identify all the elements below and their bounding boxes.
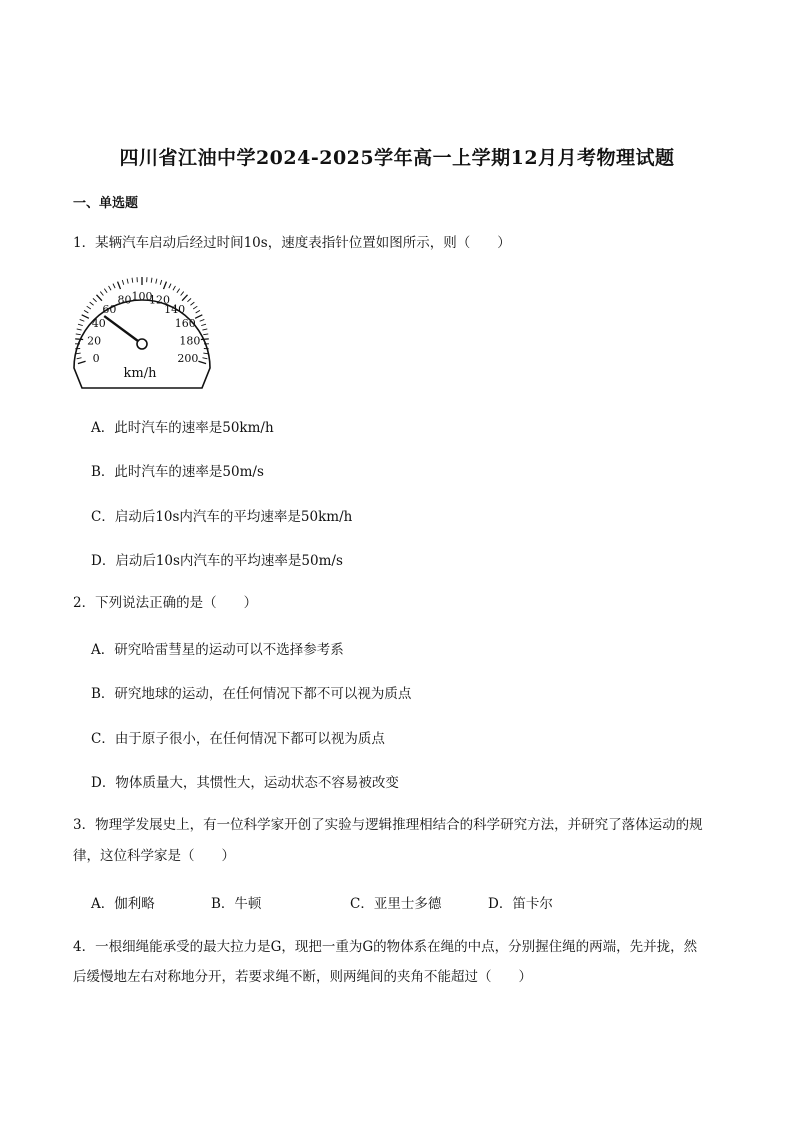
minor-tick <box>200 319 205 321</box>
minor-tick <box>203 353 208 354</box>
minor-tick <box>201 324 206 325</box>
minor-tick <box>203 334 208 335</box>
minor-tick <box>196 310 200 313</box>
minor-tick <box>100 292 103 296</box>
minor-tick <box>156 279 157 284</box>
minor-tick <box>190 302 194 305</box>
tick-label-20: 20 <box>87 334 102 348</box>
tick-label-0: 0 <box>92 352 100 366</box>
major-tick <box>82 315 89 318</box>
question-1-option-d: D．启动后10s内汽车的平均速率是50m/s <box>91 553 343 569</box>
major-tick <box>182 295 187 301</box>
question-2-option-d: D．物体质量大，其惯性大，运动状态不容易被改变 <box>91 775 399 791</box>
question-3-option-b: B．牛顿 <box>211 896 262 912</box>
minor-tick <box>113 284 115 289</box>
major-tick <box>78 361 86 363</box>
minor-tick <box>193 306 197 309</box>
major-tick <box>201 339 209 340</box>
question-3-option-c: C．亚里士多德 <box>350 896 442 912</box>
speedometer-figure <box>70 276 214 390</box>
minor-tick <box>202 329 207 330</box>
minor-tick <box>181 292 184 296</box>
speedometer-unit: km/h <box>123 366 157 381</box>
minor-tick <box>77 329 82 330</box>
minor-tick <box>93 298 97 301</box>
minor-tick <box>127 279 128 284</box>
question-2-option-b: B．研究地球的运动，在任何情况下都不可以视为质点 <box>91 686 412 702</box>
question-3-stem-line-2: 律，这位科学家是（ ） <box>73 848 235 864</box>
tick-label-200: 200 <box>177 352 199 366</box>
tick-label-40: 40 <box>91 317 106 331</box>
minor-tick <box>132 278 133 283</box>
major-tick <box>198 361 206 363</box>
question-1-option-a: A．此时汽车的速率是50km/h <box>91 420 274 436</box>
page-title: 四川省江油中学2024-2025学年高一上学期12月月考物理试题 <box>119 147 675 169</box>
tick-label-140: 140 <box>164 302 186 316</box>
question-4-stem-line-2: 后缓慢地左右对称地分开，若要求绳不断，则两绳间的夹角不能超过（ ） <box>73 969 532 985</box>
major-tick <box>118 282 121 289</box>
minor-tick <box>76 334 81 335</box>
question-3-option-a: A．伽利略 <box>91 896 155 912</box>
needle-pivot <box>137 339 147 349</box>
question-3-option-d: D．笛卡尔 <box>488 896 553 912</box>
minor-tick <box>104 289 107 293</box>
minor-tick <box>173 286 175 290</box>
tick-label-100: 100 <box>131 290 153 303</box>
minor-tick <box>160 280 161 285</box>
question-1-stem: 1．某辆汽车启动后经过时间10s，速度表指针位置如图所示，则（ ） <box>73 235 511 251</box>
major-tick <box>195 315 202 318</box>
minor-tick <box>84 310 88 313</box>
minor-tick <box>151 278 152 283</box>
major-tick <box>75 339 83 340</box>
question-1-option-c: C．启动后10s内汽车的平均速率是50km/h <box>91 509 353 525</box>
tick-label-180: 180 <box>179 334 201 348</box>
minor-tick <box>87 306 91 309</box>
minor-tick <box>78 324 83 325</box>
minor-tick <box>122 280 123 285</box>
tick-label-80: 80 <box>117 293 132 307</box>
minor-tick <box>169 284 171 289</box>
minor-tick <box>187 298 191 301</box>
minor-tick <box>177 289 180 293</box>
minor-tick <box>90 302 94 305</box>
major-tick <box>164 282 167 289</box>
question-2-option-c: C．由于原子很小，在任何情况下都可以视为质点 <box>91 731 385 747</box>
question-1-option-b: B．此时汽车的速率是50m/s <box>91 464 264 480</box>
tick-label-60: 60 <box>102 302 117 316</box>
question-3-stem-line-1: 3．物理学发展史上，有一位科学家开创了实验与逻辑推理相结合的科学研究方法，并研究了落体运动的规 <box>73 817 703 833</box>
section-heading: 一、单选题 <box>73 196 139 211</box>
question-2-stem: 2．下列说法正确的是（ ） <box>73 595 258 611</box>
minor-tick <box>76 353 81 354</box>
speedometer-needle <box>104 316 142 344</box>
major-tick <box>96 295 101 301</box>
minor-tick <box>202 358 207 359</box>
question-4-stem-line-1: 4．一根细绳能承受的最大拉力是G，现把一重为G的物体系在绳的中点，分别握住绳的两端，先并拢，然 <box>73 939 698 955</box>
question-2-option-a: A．研究哈雷彗星的运动可以不选择参考系 <box>91 642 344 658</box>
tick-label-120: 120 <box>149 293 171 307</box>
minor-tick <box>77 358 82 359</box>
tick-label-160: 160 <box>174 317 196 331</box>
minor-tick <box>80 319 85 321</box>
minor-tick <box>109 286 111 290</box>
